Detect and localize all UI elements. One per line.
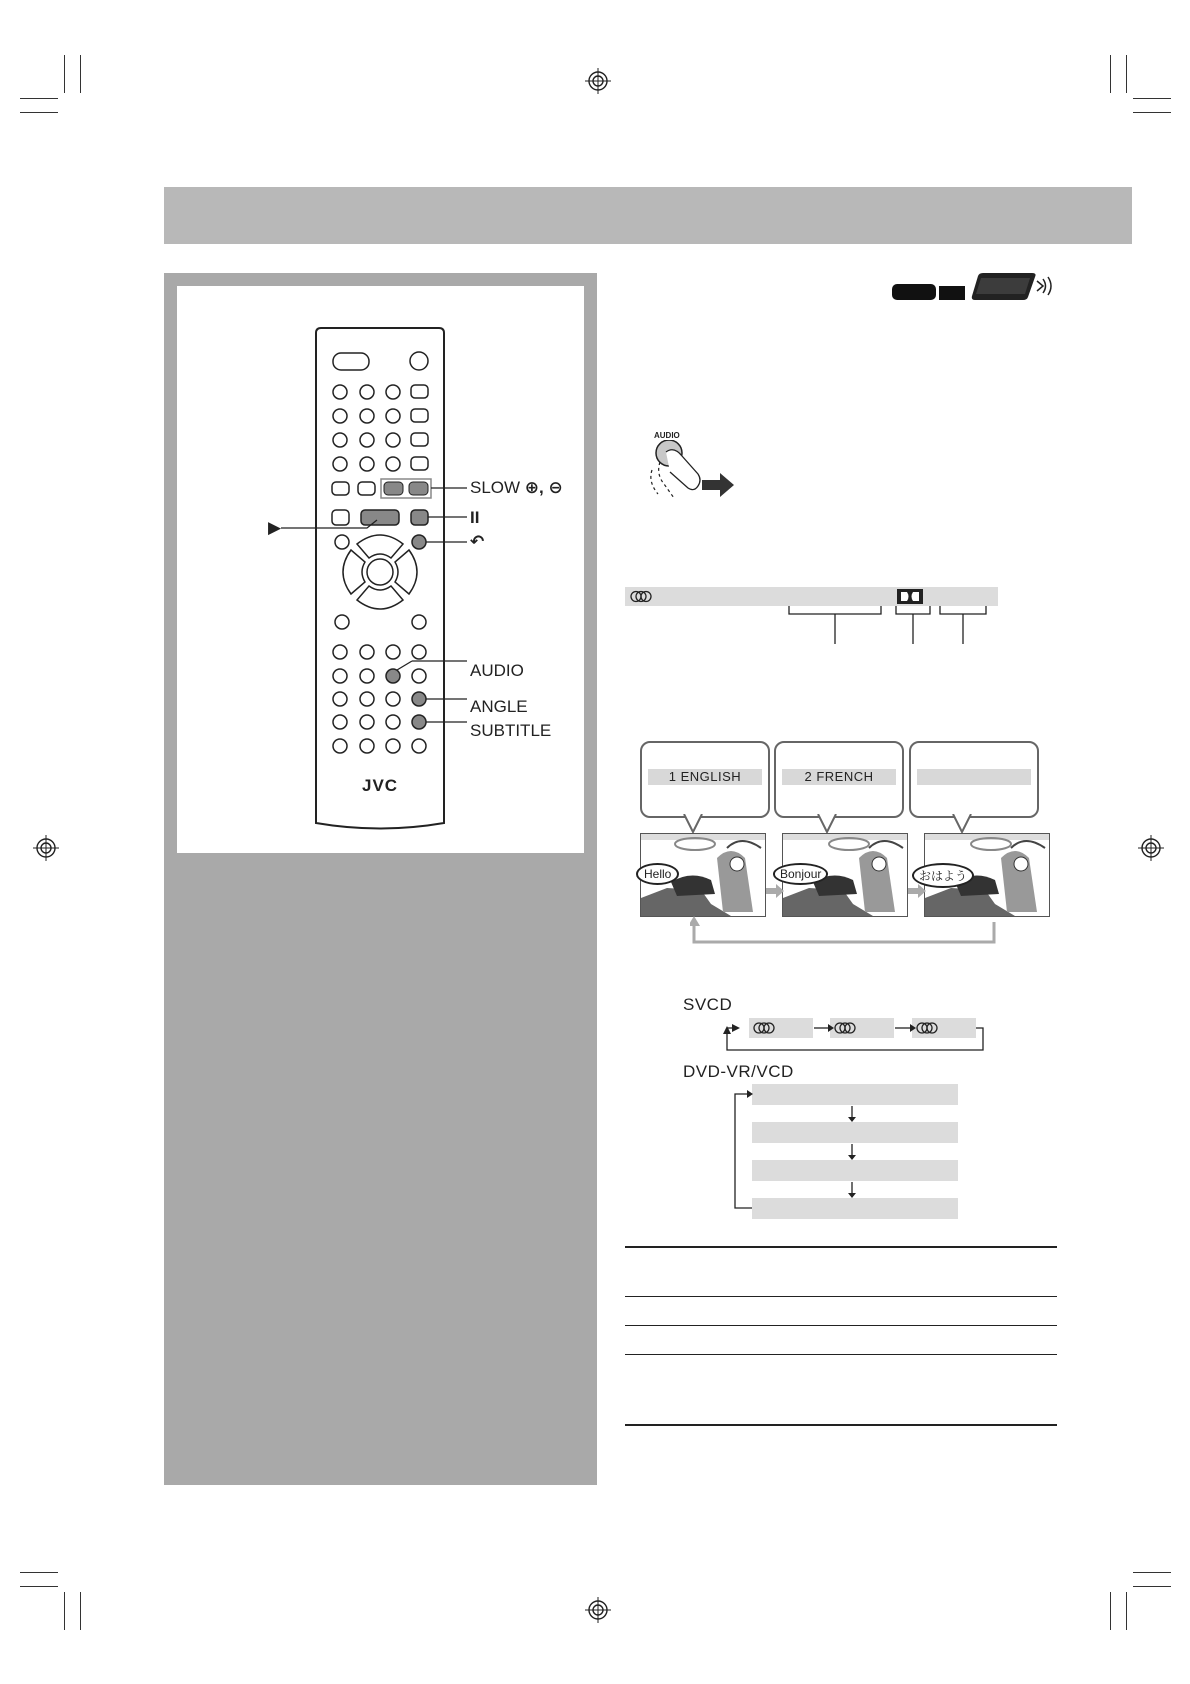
crop-mark bbox=[64, 1592, 65, 1630]
audio-button-press-illustration bbox=[640, 440, 750, 510]
registration-mark-icon bbox=[1138, 835, 1164, 861]
page-header-bar bbox=[164, 187, 1132, 244]
speech-oval: おはよう bbox=[912, 863, 974, 888]
registration-mark-icon bbox=[33, 835, 59, 861]
dvdvr-flow-arrows bbox=[725, 1084, 875, 1224]
language-bubble bbox=[640, 741, 770, 818]
crop-mark bbox=[20, 1586, 58, 1587]
crop-mark bbox=[80, 1592, 81, 1630]
language-field bbox=[917, 769, 1031, 785]
audio-channel-icon bbox=[630, 590, 654, 603]
crop-mark bbox=[1126, 55, 1127, 93]
crop-mark bbox=[1133, 112, 1171, 113]
audio-label: AUDIO bbox=[470, 661, 524, 680]
language-field: 2 FRENCH bbox=[782, 769, 896, 785]
pause-label: II bbox=[470, 508, 480, 527]
registration-mark-icon bbox=[585, 1597, 611, 1623]
language-bubble bbox=[909, 741, 1039, 818]
crop-mark bbox=[1110, 1592, 1111, 1630]
language-bubble bbox=[774, 741, 904, 818]
crop-mark bbox=[20, 1572, 58, 1573]
crop-mark bbox=[20, 112, 58, 113]
remote-control-illustration bbox=[177, 286, 584, 853]
crop-mark bbox=[80, 55, 81, 93]
scene-cycle-arrows bbox=[690, 864, 1000, 946]
table-rule bbox=[625, 1296, 1057, 1297]
crop-mark bbox=[1126, 1592, 1127, 1630]
language-field: 1 ENGLISH bbox=[648, 769, 762, 785]
play-icon: ▶ bbox=[268, 518, 282, 537]
audio-button-caption: AUDIO bbox=[654, 431, 680, 440]
crop-mark bbox=[20, 98, 58, 99]
dolby-digital-icon bbox=[897, 589, 923, 604]
slow-label: SLOW ⊕, ⊖ bbox=[470, 478, 563, 497]
crop-mark bbox=[1133, 1572, 1171, 1573]
table-rule bbox=[625, 1325, 1057, 1326]
crop-mark bbox=[1110, 55, 1111, 93]
slow-plus-minus-icon: ⊕, ⊖ bbox=[524, 478, 563, 497]
crop-mark bbox=[1133, 98, 1171, 99]
speech-oval: Bonjour bbox=[773, 863, 828, 885]
subtitle-label: SUBTITLE bbox=[470, 721, 552, 740]
crop-mark bbox=[1133, 1586, 1171, 1587]
table-rule bbox=[625, 1354, 1057, 1355]
osd-field-brackets bbox=[785, 606, 990, 644]
angle-label: ANGLE bbox=[470, 697, 528, 716]
registration-mark-icon bbox=[585, 68, 611, 94]
speech-oval: Hello bbox=[636, 863, 679, 885]
audio-osd-bar bbox=[625, 587, 998, 606]
disc-type-badges bbox=[892, 270, 1062, 304]
crop-mark bbox=[64, 55, 65, 93]
svcd-flow-arrows bbox=[720, 1018, 1000, 1058]
remote-brand-logo: JVC bbox=[362, 776, 399, 795]
replay-icon: ↶ bbox=[470, 532, 485, 551]
table-rule-top bbox=[625, 1246, 1057, 1248]
dvdvr-vcd-label: DVD-VR/VCD bbox=[683, 1062, 794, 1081]
svcd-label: SVCD bbox=[683, 995, 733, 1014]
table-rule-bottom bbox=[625, 1424, 1057, 1426]
